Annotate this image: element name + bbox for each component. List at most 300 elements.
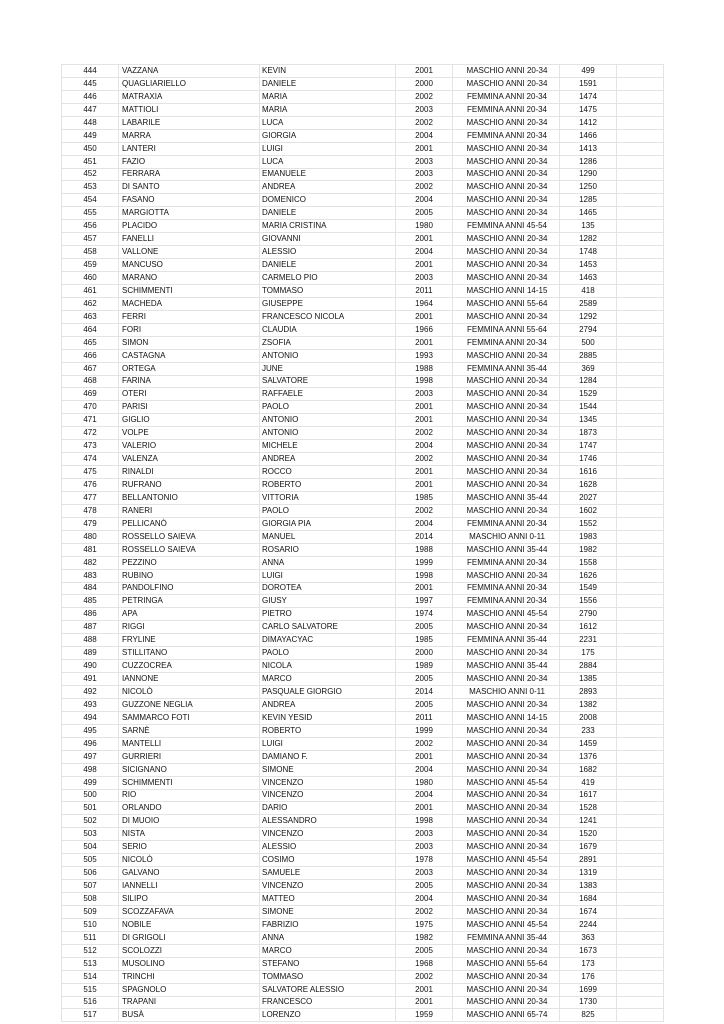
surname-cell: QUAGLIARIELLO <box>119 77 260 90</box>
table-row <box>62 284 664 297</box>
empty-cell <box>617 414 664 427</box>
first-name-cell: LUIGI <box>260 142 396 155</box>
first-name-cell: TOMMASO <box>260 284 396 297</box>
surname-cell: RIGGI <box>119 621 260 634</box>
row-number: 484 <box>62 582 119 595</box>
bib-number-cell: 1459 <box>560 737 617 750</box>
first-name-cell: CARLO SALVATORE <box>260 621 396 634</box>
first-name-cell: DIMAYACYAC <box>260 634 396 647</box>
birth-year-cell: 2002 <box>396 116 453 129</box>
table-row <box>62 815 664 828</box>
category-cell: FEMMINA ANNI 20-34 <box>453 336 560 349</box>
empty-cell <box>617 440 664 453</box>
first-name-cell: LUCA <box>260 155 396 168</box>
category-cell: MASCHIO ANNI 0-11 <box>453 686 560 699</box>
row-number: 462 <box>62 297 119 310</box>
first-name-cell: FABRIZIO <box>260 918 396 931</box>
empty-cell <box>617 750 664 763</box>
category-cell: MASCHIO ANNI 35-44 <box>453 491 560 504</box>
empty-cell <box>617 802 664 815</box>
category-cell: MASCHIO ANNI 20-34 <box>453 453 560 466</box>
bib-number-cell: 1282 <box>560 233 617 246</box>
first-name-cell: ANDREA <box>260 181 396 194</box>
bib-number-cell: 1616 <box>560 466 617 479</box>
row-number: 517 <box>62 1009 119 1022</box>
bib-number-cell: 363 <box>560 931 617 944</box>
first-name-cell: GIORGIA <box>260 129 396 142</box>
first-name-cell: FRANCESCO <box>260 996 396 1009</box>
bib-number-cell: 1549 <box>560 582 617 595</box>
bib-number-cell: 1466 <box>560 129 617 142</box>
category-cell: MASCHIO ANNI 20-34 <box>453 181 560 194</box>
surname-cell: FANELLI <box>119 233 260 246</box>
bib-number-cell: 1250 <box>560 181 617 194</box>
surname-cell: SIMON <box>119 336 260 349</box>
row-number: 487 <box>62 621 119 634</box>
surname-cell: SAMMARCO FOTI <box>119 711 260 724</box>
birth-year-cell: 2014 <box>396 530 453 543</box>
surname-cell: APA <box>119 608 260 621</box>
row-number: 504 <box>62 841 119 854</box>
category-cell: MASCHIO ANNI 45-54 <box>453 776 560 789</box>
first-name-cell: PAOLO <box>260 504 396 517</box>
empty-cell <box>617 323 664 336</box>
row-number: 481 <box>62 543 119 556</box>
empty-cell <box>617 582 664 595</box>
surname-cell: MACHEDA <box>119 297 260 310</box>
row-number: 486 <box>62 608 119 621</box>
empty-cell <box>617 1009 664 1022</box>
empty-cell <box>617 388 664 401</box>
bib-number-cell: 369 <box>560 362 617 375</box>
row-number: 468 <box>62 375 119 388</box>
empty-cell <box>617 401 664 414</box>
row-number: 475 <box>62 466 119 479</box>
bib-number-cell: 1679 <box>560 841 617 854</box>
birth-year-cell: 2004 <box>396 789 453 802</box>
empty-cell <box>617 828 664 841</box>
birth-year-cell: 1968 <box>396 957 453 970</box>
first-name-cell: SALVATORE ALESSIO <box>260 983 396 996</box>
bib-number-cell: 1345 <box>560 414 617 427</box>
surname-cell: GUZZONE NEGLIA <box>119 698 260 711</box>
bib-number-cell: 1413 <box>560 142 617 155</box>
surname-cell: PEZZINO <box>119 556 260 569</box>
birth-year-cell: 2001 <box>396 142 453 155</box>
bib-number-cell: 175 <box>560 647 617 660</box>
table-row <box>62 440 664 453</box>
birth-year-cell: 1980 <box>396 220 453 233</box>
row-number: 506 <box>62 867 119 880</box>
birth-year-cell: 2002 <box>396 970 453 983</box>
birth-year-cell: 2003 <box>396 388 453 401</box>
row-number: 514 <box>62 970 119 983</box>
row-number: 507 <box>62 880 119 893</box>
table-row <box>62 763 664 776</box>
category-cell: MASCHIO ANNI 20-34 <box>453 621 560 634</box>
row-number: 498 <box>62 763 119 776</box>
birth-year-cell: 2001 <box>396 983 453 996</box>
category-cell: MASCHIO ANNI 20-34 <box>453 427 560 440</box>
row-number: 453 <box>62 181 119 194</box>
empty-cell <box>617 129 664 142</box>
birth-year-cell: 2002 <box>396 504 453 517</box>
table-row <box>62 1009 664 1022</box>
bib-number-cell: 2893 <box>560 686 617 699</box>
first-name-cell: VINCENZO <box>260 776 396 789</box>
empty-cell <box>617 65 664 78</box>
table-row <box>62 466 664 479</box>
bib-number-cell: 1474 <box>560 90 617 103</box>
birth-year-cell: 2005 <box>396 673 453 686</box>
bib-number-cell: 1682 <box>560 763 617 776</box>
category-cell: FEMMINA ANNI 20-34 <box>453 556 560 569</box>
empty-cell <box>617 867 664 880</box>
row-number: 449 <box>62 129 119 142</box>
birth-year-cell: 2004 <box>396 440 453 453</box>
row-number: 513 <box>62 957 119 970</box>
birth-year-cell: 2004 <box>396 194 453 207</box>
category-cell: MASCHIO ANNI 20-34 <box>453 207 560 220</box>
birth-year-cell: 1999 <box>396 724 453 737</box>
birth-year-cell: 2001 <box>396 996 453 1009</box>
row-number: 450 <box>62 142 119 155</box>
birth-year-cell: 2001 <box>396 259 453 272</box>
birth-year-cell: 1985 <box>396 634 453 647</box>
empty-cell <box>617 194 664 207</box>
birth-year-cell: 2011 <box>396 284 453 297</box>
row-number: 447 <box>62 103 119 116</box>
surname-cell: SCOLOZZI <box>119 944 260 957</box>
row-number: 490 <box>62 660 119 673</box>
first-name-cell: DARIO <box>260 802 396 815</box>
results-table <box>61 64 664 1022</box>
empty-cell <box>617 375 664 388</box>
bib-number-cell: 1982 <box>560 543 617 556</box>
surname-cell: IANNONE <box>119 673 260 686</box>
empty-cell <box>617 349 664 362</box>
first-name-cell: ANDREA <box>260 698 396 711</box>
empty-cell <box>617 970 664 983</box>
surname-cell: STILLITANO <box>119 647 260 660</box>
row-number: 467 <box>62 362 119 375</box>
table-row <box>62 556 664 569</box>
first-name-cell: MATTEO <box>260 893 396 906</box>
first-name-cell: ANTONIO <box>260 427 396 440</box>
row-number: 446 <box>62 90 119 103</box>
empty-cell <box>617 724 664 737</box>
row-number: 451 <box>62 155 119 168</box>
empty-cell <box>617 310 664 323</box>
category-cell: FEMMINA ANNI 35-44 <box>453 362 560 375</box>
table-row <box>62 893 664 906</box>
first-name-cell: CARMELO PIO <box>260 272 396 285</box>
bib-number-cell: 1412 <box>560 116 617 129</box>
table-row <box>62 711 664 724</box>
row-number: 515 <box>62 983 119 996</box>
birth-year-cell: 1988 <box>396 362 453 375</box>
bib-number-cell: 499 <box>560 65 617 78</box>
category-cell: MASCHIO ANNI 0-11 <box>453 530 560 543</box>
bib-number-cell: 176 <box>560 970 617 983</box>
birth-year-cell: 2003 <box>396 841 453 854</box>
category-cell: MASCHIO ANNI 20-34 <box>453 168 560 181</box>
bib-number-cell: 1602 <box>560 504 617 517</box>
results-table-body <box>62 65 664 1022</box>
table-row <box>62 310 664 323</box>
category-cell: MASCHIO ANNI 35-44 <box>453 543 560 556</box>
category-cell: MASCHIO ANNI 20-34 <box>453 763 560 776</box>
table-row <box>62 776 664 789</box>
row-number: 473 <box>62 440 119 453</box>
category-cell: MASCHIO ANNI 20-34 <box>453 893 560 906</box>
row-number: 482 <box>62 556 119 569</box>
row-number: 510 <box>62 918 119 931</box>
bib-number-cell: 2891 <box>560 854 617 867</box>
birth-year-cell: 1998 <box>396 569 453 582</box>
category-cell: MASCHIO ANNI 35-44 <box>453 660 560 673</box>
birth-year-cell: 1978 <box>396 854 453 867</box>
first-name-cell: ANNA <box>260 931 396 944</box>
bib-number-cell: 1612 <box>560 621 617 634</box>
surname-cell: FORI <box>119 323 260 336</box>
table-row <box>62 569 664 582</box>
bib-number-cell: 1475 <box>560 103 617 116</box>
surname-cell: MARGIOTTA <box>119 207 260 220</box>
birth-year-cell: 2004 <box>396 246 453 259</box>
surname-cell: NOBILE <box>119 918 260 931</box>
bib-number-cell: 1747 <box>560 440 617 453</box>
row-number: 502 <box>62 815 119 828</box>
first-name-cell: ROCCO <box>260 466 396 479</box>
category-cell: MASCHIO ANNI 20-34 <box>453 880 560 893</box>
category-cell: MASCHIO ANNI 20-34 <box>453 737 560 750</box>
table-row <box>62 530 664 543</box>
first-name-cell: GIUSY <box>260 595 396 608</box>
empty-cell <box>617 595 664 608</box>
table-row <box>62 375 664 388</box>
surname-cell: ORTEGA <box>119 362 260 375</box>
surname-cell: TRINCHI <box>119 970 260 983</box>
category-cell: MASCHIO ANNI 20-34 <box>453 349 560 362</box>
bib-number-cell: 1382 <box>560 698 617 711</box>
first-name-cell: VINCENZO <box>260 828 396 841</box>
category-cell: MASCHIO ANNI 20-34 <box>453 401 560 414</box>
category-cell: MASCHIO ANNI 20-34 <box>453 233 560 246</box>
table-row <box>62 647 664 660</box>
surname-cell: ROSSELLO SAIEVA <box>119 543 260 556</box>
category-cell: FEMMINA ANNI 20-34 <box>453 595 560 608</box>
table-row <box>62 789 664 802</box>
empty-cell <box>617 103 664 116</box>
table-row <box>62 504 664 517</box>
birth-year-cell: 2002 <box>396 90 453 103</box>
category-cell: MASCHIO ANNI 20-34 <box>453 272 560 285</box>
first-name-cell: NICOLA <box>260 660 396 673</box>
first-name-cell: STEFANO <box>260 957 396 970</box>
surname-cell: MARANO <box>119 272 260 285</box>
table-row <box>62 129 664 142</box>
table-row <box>62 931 664 944</box>
birth-year-cell: 1999 <box>396 556 453 569</box>
category-cell: FEMMINA ANNI 35-44 <box>453 931 560 944</box>
bib-number-cell: 1674 <box>560 905 617 918</box>
birth-year-cell: 2003 <box>396 155 453 168</box>
surname-cell: LANTERI <box>119 142 260 155</box>
birth-year-cell: 2002 <box>396 453 453 466</box>
birth-year-cell: 2001 <box>396 802 453 815</box>
empty-cell <box>617 763 664 776</box>
birth-year-cell: 2005 <box>396 207 453 220</box>
bib-number-cell: 1529 <box>560 388 617 401</box>
row-number: 499 <box>62 776 119 789</box>
birth-year-cell: 2002 <box>396 905 453 918</box>
row-number: 508 <box>62 893 119 906</box>
table-row <box>62 854 664 867</box>
surname-cell: PETRINGA <box>119 595 260 608</box>
bib-number-cell: 1465 <box>560 207 617 220</box>
surname-cell: RUFRANO <box>119 479 260 492</box>
table-row <box>62 543 664 556</box>
bib-number-cell: 1376 <box>560 750 617 763</box>
empty-cell <box>617 996 664 1009</box>
surname-cell: NISTA <box>119 828 260 841</box>
first-name-cell: MARIA <box>260 90 396 103</box>
surname-cell: MARRA <box>119 129 260 142</box>
category-cell: MASCHIO ANNI 65-74 <box>453 1009 560 1022</box>
empty-cell <box>617 427 664 440</box>
category-cell: MASCHIO ANNI 20-34 <box>453 142 560 155</box>
surname-cell: FASANO <box>119 194 260 207</box>
table-row <box>62 414 664 427</box>
first-name-cell: MARIA <box>260 103 396 116</box>
table-row <box>62 634 664 647</box>
birth-year-cell: 2003 <box>396 867 453 880</box>
category-cell: MASCHIO ANNI 20-34 <box>453 828 560 841</box>
category-cell: MASCHIO ANNI 20-34 <box>453 388 560 401</box>
empty-cell <box>617 272 664 285</box>
first-name-cell: DANIELE <box>260 207 396 220</box>
bib-number-cell: 1873 <box>560 427 617 440</box>
table-row <box>62 65 664 78</box>
surname-cell: PELLICANÒ <box>119 517 260 530</box>
table-row <box>62 983 664 996</box>
bib-number-cell: 1290 <box>560 168 617 181</box>
empty-cell <box>617 181 664 194</box>
category-cell: MASCHIO ANNI 20-34 <box>453 194 560 207</box>
surname-cell: SPAGNOLO <box>119 983 260 996</box>
table-row <box>62 388 664 401</box>
category-cell: MASCHIO ANNI 45-54 <box>453 918 560 931</box>
first-name-cell: PAOLO <box>260 401 396 414</box>
surname-cell: FERRARA <box>119 168 260 181</box>
table-row <box>62 103 664 116</box>
row-number: 448 <box>62 116 119 129</box>
bib-number-cell: 1730 <box>560 996 617 1009</box>
empty-cell <box>617 246 664 259</box>
bib-number-cell: 1558 <box>560 556 617 569</box>
bib-number-cell: 1699 <box>560 983 617 996</box>
surname-cell: DI SANTO <box>119 181 260 194</box>
birth-year-cell: 1998 <box>396 815 453 828</box>
empty-cell <box>617 686 664 699</box>
row-number: 465 <box>62 336 119 349</box>
table-row <box>62 996 664 1009</box>
birth-year-cell: 2004 <box>396 129 453 142</box>
bib-number-cell: 1286 <box>560 155 617 168</box>
results-sheet <box>61 64 662 1022</box>
bib-number-cell: 1544 <box>560 401 617 414</box>
row-number: 489 <box>62 647 119 660</box>
row-number: 509 <box>62 905 119 918</box>
table-row <box>62 272 664 285</box>
empty-cell <box>617 207 664 220</box>
first-name-cell: MARCO <box>260 944 396 957</box>
first-name-cell: ANDREA <box>260 453 396 466</box>
row-number: 512 <box>62 944 119 957</box>
surname-cell: SARNÈ <box>119 724 260 737</box>
first-name-cell: LORENZO <box>260 1009 396 1022</box>
row-number: 483 <box>62 569 119 582</box>
category-cell: MASCHIO ANNI 55-64 <box>453 957 560 970</box>
surname-cell: VOLPE <box>119 427 260 440</box>
first-name-cell: SALVATORE <box>260 375 396 388</box>
row-number: 461 <box>62 284 119 297</box>
table-row <box>62 77 664 90</box>
first-name-cell: MICHELE <box>260 440 396 453</box>
table-row <box>62 595 664 608</box>
row-number: 488 <box>62 634 119 647</box>
bib-number-cell: 1463 <box>560 272 617 285</box>
category-cell: FEMMINA ANNI 35-44 <box>453 634 560 647</box>
birth-year-cell: 2001 <box>396 479 453 492</box>
empty-cell <box>617 776 664 789</box>
empty-cell <box>617 142 664 155</box>
bib-number-cell: 1552 <box>560 517 617 530</box>
first-name-cell: SIMONE <box>260 763 396 776</box>
surname-cell: RUBINO <box>119 569 260 582</box>
row-number: 458 <box>62 246 119 259</box>
table-row <box>62 491 664 504</box>
birth-year-cell: 1998 <box>396 375 453 388</box>
category-cell: MASCHIO ANNI 20-34 <box>453 414 560 427</box>
first-name-cell: ANTONIO <box>260 414 396 427</box>
birth-year-cell: 2001 <box>396 233 453 246</box>
empty-cell <box>617 983 664 996</box>
category-cell: FEMMINA ANNI 20-34 <box>453 582 560 595</box>
row-number: 479 <box>62 517 119 530</box>
birth-year-cell: 1964 <box>396 297 453 310</box>
empty-cell <box>617 466 664 479</box>
first-name-cell: MARCO <box>260 673 396 686</box>
category-cell: FEMMINA ANNI 20-34 <box>453 103 560 116</box>
table-row <box>62 323 664 336</box>
table-row <box>62 750 664 763</box>
first-name-cell: EMANUELE <box>260 168 396 181</box>
category-cell: MASCHIO ANNI 20-34 <box>453 155 560 168</box>
empty-cell <box>617 168 664 181</box>
category-cell: MASCHIO ANNI 20-34 <box>453 310 560 323</box>
empty-cell <box>617 297 664 310</box>
empty-cell <box>617 918 664 931</box>
row-number: 454 <box>62 194 119 207</box>
first-name-cell: MANUEL <box>260 530 396 543</box>
surname-cell: FARINA <box>119 375 260 388</box>
empty-cell <box>617 647 664 660</box>
table-row <box>62 479 664 492</box>
table-row <box>62 336 664 349</box>
row-number: 464 <box>62 323 119 336</box>
